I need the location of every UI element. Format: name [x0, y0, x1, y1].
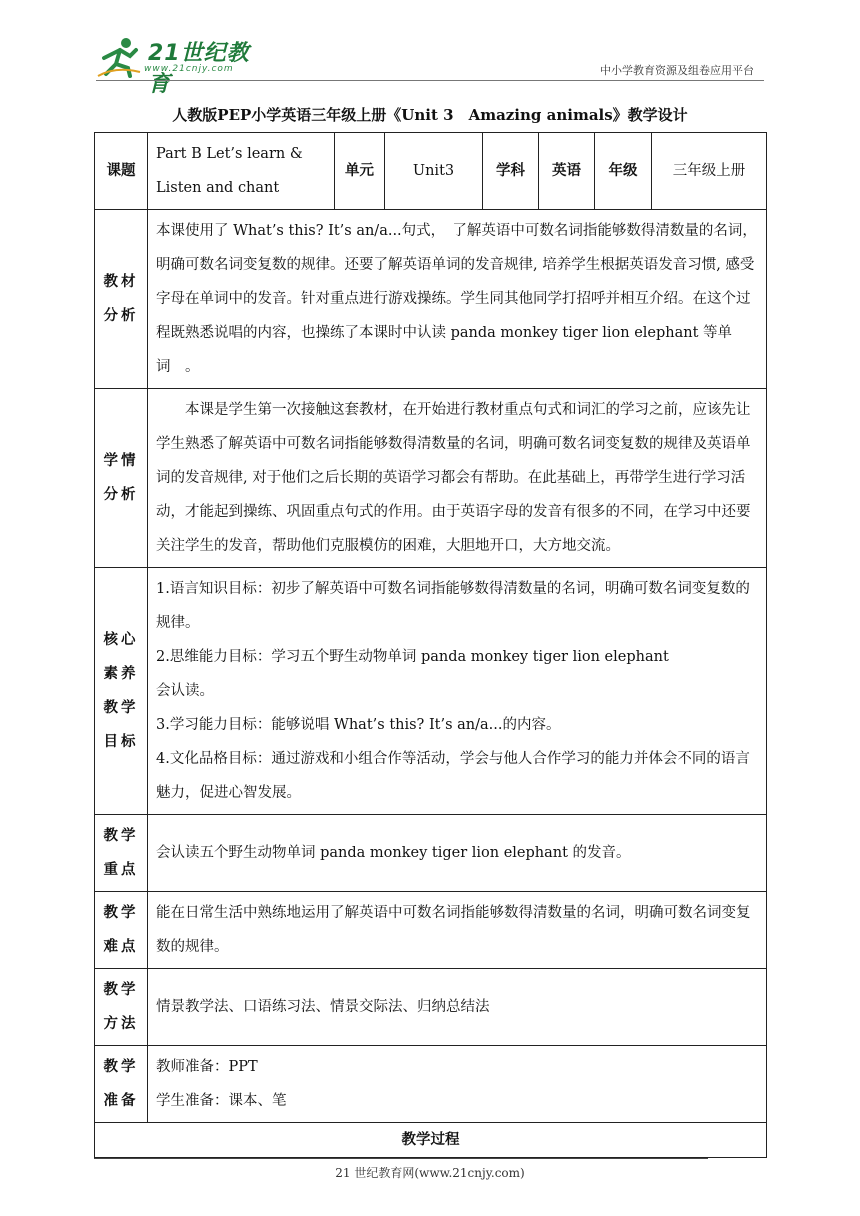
label-line: 分析 — [103, 486, 139, 503]
material-analysis-text: 本课使用了 What’s this? It’s an/a...句式， 了解英语中可数名词指能够数得清数量的名词，明确可数名词变复数的规律。还要了解英语单词的发音规律, 培养学生根据英语发音习惯, 感受字母在单词中的发音。针对重点进行游戏操练。学生同其他同学打招呼并相互介绍。在这个过程既熟悉说唱的内容，也操练了本课时中认读 panda monkey tiger lion elephant 等单词 。 — [148, 210, 767, 389]
label-subject: 学科 — [483, 133, 539, 210]
label-line: 教学 — [103, 904, 139, 921]
method-text: 情景教学法、口语练习法、情景交际法、归纳总结法 — [148, 969, 767, 1046]
label-line: 目标 — [103, 733, 139, 750]
goal-item: 4.文化品格目标：通过游戏和小组合作等活动，学会与他人合作学习的能力并体会不同的语言魅力，促进心智发展。 — [156, 751, 750, 801]
prep-text — [148, 1046, 767, 1123]
label-line: 教材 — [103, 273, 139, 290]
label-line: 方法 — [103, 1015, 139, 1032]
label-line: 重点 — [103, 861, 139, 878]
label-goals — [95, 568, 148, 815]
unit-value: Unit3 — [385, 133, 483, 210]
student-analysis-text: 本课是学生第一次接触这套教材，在开始进行教材重点句式和词汇的学习之前，应该先让学生熟悉了解英语中可数名词指能够数得清数量的名词，明确可数名词变复数的规律及英语单词的发音规律, 对于他们之后长期的英语学习都会有帮助。在此基础上，再带学生进行学习活动，才能起到操练、巩固重点句式的作用。由于英语字母的发音有很多的不同，在学习中还要关注学生的发音，帮助他们克服模仿的困难，大胆地开口，大方地交流。 — [148, 389, 767, 568]
table-row-student — [95, 389, 767, 568]
label-line: 核心 — [103, 631, 139, 648]
label-line: 教学 — [103, 1058, 139, 1075]
lesson-plan-table — [94, 132, 767, 1158]
label-grade: 年级 — [595, 133, 652, 210]
table-row-process — [95, 1123, 767, 1158]
label-material — [95, 210, 148, 389]
goal-item: 3.学习能力目标：能够说唱 What’s this? It’s an/a...的内容。 — [156, 717, 561, 733]
label-method — [95, 969, 148, 1046]
label-line: 教学 — [103, 981, 139, 998]
label-prep — [95, 1046, 148, 1123]
label-line: 教学 — [103, 827, 139, 844]
table-row-goals — [95, 568, 767, 815]
footer-text: 21 世纪教育网(www.21cnjy.com) — [335, 1166, 525, 1180]
label-line: 教学 — [103, 699, 139, 716]
label-difficulty — [95, 892, 148, 969]
goal-item: 2.思维能力目标：学习五个野生动物单词 panda monkey tiger lion elephant — [156, 649, 669, 665]
grade-value: 三年级上册 — [652, 133, 767, 210]
label-line: 学情 — [103, 452, 139, 469]
table-row-header — [95, 133, 767, 210]
table-row-key — [95, 815, 767, 892]
logo-url: www.21cnjy.com — [144, 64, 234, 74]
goals-text — [148, 568, 767, 815]
label-line: 难点 — [103, 938, 139, 955]
topic-value: Part B Let’s learn & Listen and chant — [148, 133, 335, 210]
footer-divider — [94, 1158, 708, 1159]
process-heading: 教学过程 — [95, 1123, 767, 1158]
label-unit: 单元 — [335, 133, 385, 210]
header-divider — [96, 80, 764, 81]
label-line: 素养 — [103, 665, 139, 682]
goal-item: 会认读。 — [156, 683, 214, 699]
table-row-prep — [95, 1046, 767, 1123]
table-row-method — [95, 969, 767, 1046]
label-topic: 课题 — [95, 133, 148, 210]
header-platform-text: 中小学教育资源及组卷应用平台 — [600, 64, 754, 77]
student-prep: 学生准备：课本、笔 — [156, 1093, 287, 1109]
label-line: 分析 — [103, 307, 139, 324]
document-title: 人教版PEP小学英语三年级上册《Unit 3 Amazing animals》教学设计 — [172, 106, 688, 124]
teacher-prep: 教师准备：PPT — [156, 1059, 258, 1075]
goal-item: 1.语言知识目标：初步了解英语中可数名词指能够数得清数量的名词，明确可数名词变复数的规律。 — [156, 581, 750, 631]
label-student — [95, 389, 148, 568]
label-line: 准备 — [103, 1092, 139, 1109]
table-row-difficulty — [95, 892, 767, 969]
label-key — [95, 815, 148, 892]
logo-text: 21世纪教育 — [148, 41, 250, 97]
runner-logo-icon — [96, 36, 142, 78]
site-logo — [96, 36, 266, 97]
key-points-text: 会认读五个野生动物单词 panda monkey tiger lion elephant 的发音。 — [148, 815, 767, 892]
difficulty-text: 能在日常生活中熟练地运用了解英语中可数名词指能够数得清数量的名词，明确可数名词变复数的规律。 — [148, 892, 767, 969]
table-row-material — [95, 210, 767, 389]
subject-value: 英语 — [539, 133, 595, 210]
